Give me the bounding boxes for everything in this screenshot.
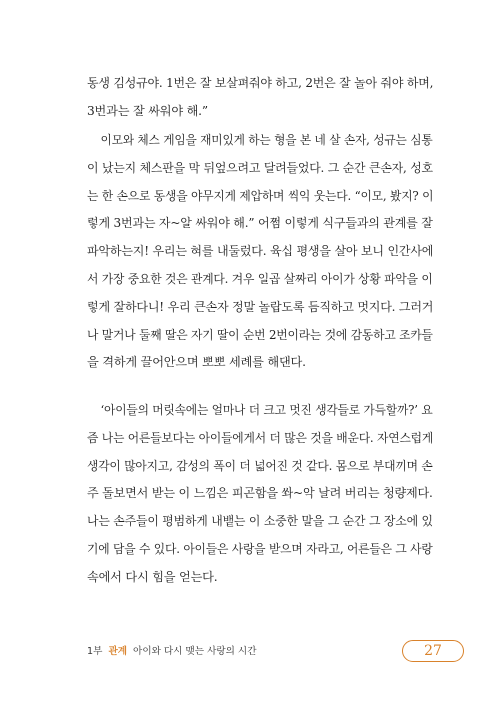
page-number: 27 <box>402 640 464 662</box>
text-line: 나 말거나 둘째 딸은 자기 딸이 순번 2번이라는 것에 감동하고 조카들 <box>87 327 433 342</box>
text-line: 생각이 많아지고, 감성의 폭이 더 넓어진 것 같다. 몸으로 부대끼며 손 <box>87 458 433 473</box>
text-line: 즘 나는 어른들보다는 아이들에게서 더 많은 것을 배운다. 자연스럽게 <box>87 430 434 445</box>
footer-part: 1부 <box>87 646 103 657</box>
text-line: 동생 김성규야. 1번은 잘 보살펴줘야 하고, 2번은 잘 놀아 줘야 하며, <box>87 76 434 90</box>
paragraph-1 <box>87 70 433 126</box>
text-line: 이모와 체스 게임을 재미있게 하는 형을 본 네 살 손자, 성규는 심통 <box>100 133 433 147</box>
text-line: 파악하는지! 우리는 혀를 내둘렀다. 육십 평생을 살아 보니 인간사에 <box>87 244 434 259</box>
text-line: 렇게 잘하다니! 우리 큰손자 정말 놀랍도록 듬직하고 멋지다. 그러거 <box>87 299 434 314</box>
running-footer <box>87 643 256 657</box>
text-line: 서 가장 중요한 것은 관계다. 겨우 일곱 살짜리 아이가 상황 파악을 이 <box>87 271 433 286</box>
text-line: 나는 손주들이 평범하게 내뱉는 이 소중한 말을 그 순간 그 장소에 있 <box>87 514 433 529</box>
text-line: ‘아이들의 머릿속에는 얼마나 더 크고 멋진 생각들로 가득할까?’ 요 <box>100 403 433 417</box>
paragraph-3 <box>87 397 433 592</box>
text-line: 을 격하게 끌어안으며 뽀뽀 세례를 해댄다. <box>87 355 306 370</box>
text-line: 렇게 3번과는 자~알 싸워야 해.” 어쩜 이렇게 식구들과의 관계를 잘 <box>87 216 433 231</box>
text-line: 는 한 손으로 동생을 야무지게 제압하며 씩익 웃는다. “이모, 봤지? 이 <box>87 188 434 203</box>
text-line: 이 났는지 체스판을 막 뒤엎으려고 달려들었다. 그 순간 큰손자, 성호 <box>87 160 433 175</box>
text-line: 3번과는 잘 싸워야 해.” <box>87 103 208 118</box>
text-line: 주 돌보면서 받는 이 느낌은 피곤함을 쏴~악 날려 버리는 청량제다. <box>87 486 433 501</box>
paragraph-2 <box>87 127 433 377</box>
text-line: 속에서 다시 힘을 얻는다. <box>87 569 218 584</box>
text-line: 기에 담을 수 있다. 아이들은 사랑을 받으며 자라고, 어른들은 그 사랑 <box>87 541 433 556</box>
footer-chapter: 관계 <box>108 646 127 657</box>
footer-subtitle: 아이와 다시 맺는 사랑의 시간 <box>133 646 257 657</box>
